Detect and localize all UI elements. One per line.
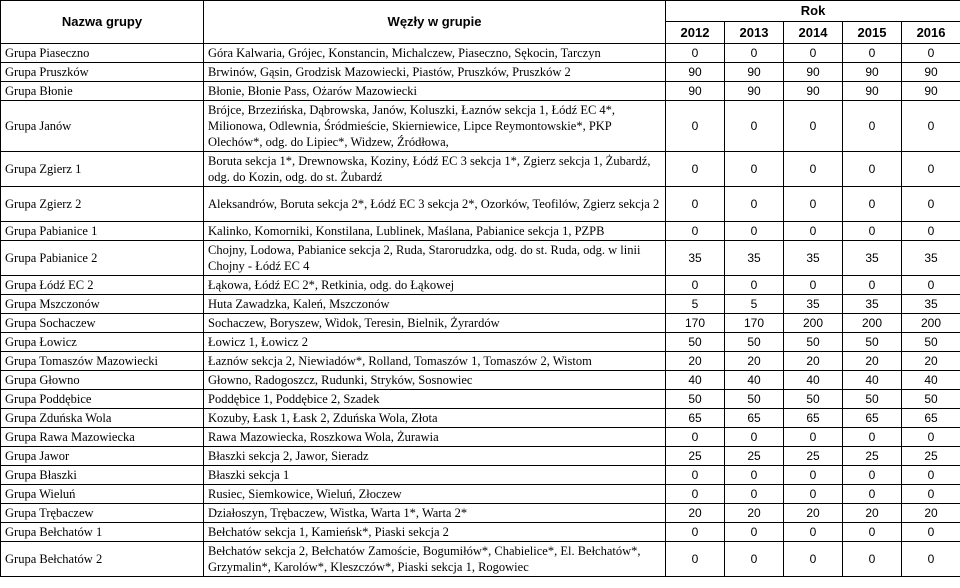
year-value-cell: 40	[666, 371, 725, 390]
group-name-cell: Grupa Pruszków	[1, 63, 204, 82]
year-value-cell: 0	[784, 276, 843, 295]
nodes-cell: Brójce, Brzezińska, Dąbrowska, Janów, Koluszki, Łaznów sekcja 1, Łódź EC 4*, Milionowa, Odlewnia, Śródmieście, Skierniewice, Lipce Reymontowskie*, PKP Olechów*, odg. do Lipiec*, Widzew, Źródłowa,	[204, 101, 666, 152]
group-name-cell: Grupa Błaszki	[1, 466, 204, 485]
nodes-cell: Góra Kalwaria, Grójec, Konstancin, Michalczew, Piaseczno, Sękocin, Tarczyn	[204, 44, 666, 63]
year-value-cell: 170	[725, 314, 784, 333]
year-value-cell: 0	[784, 428, 843, 447]
nodes-cell: Huta Zawadzka, Kaleń, Mszczonów	[204, 295, 666, 314]
year-value-cell: 90	[902, 63, 960, 82]
group-name-cell: Grupa Pabianice 1	[1, 222, 204, 241]
year-value-cell: 0	[784, 101, 843, 152]
year-value-cell: 0	[843, 187, 902, 222]
year-value-cell: 20	[725, 504, 784, 523]
year-value-cell: 50	[666, 333, 725, 352]
year-value-cell: 0	[666, 101, 725, 152]
year-value-cell: 0	[843, 485, 902, 504]
table-row	[1, 352, 960, 371]
table-header	[1, 1, 960, 44]
year-value-cell: 20	[725, 352, 784, 371]
table-body	[1, 44, 960, 577]
nodes-cell: Rawa Mazowiecka, Roszkowa Wola, Żurawia	[204, 428, 666, 447]
group-name-cell: Grupa Tomaszów Mazowiecki	[1, 352, 204, 371]
year-value-cell: 0	[843, 276, 902, 295]
year-value-cell: 0	[666, 485, 725, 504]
table-row	[1, 101, 960, 152]
year-2016-header: 2016	[902, 22, 960, 44]
nodes-cell: Głowno, Radogoszcz, Rudunki, Stryków, Sosnowiec	[204, 371, 666, 390]
year-value-cell: 0	[902, 222, 960, 241]
year-value-cell: 0	[784, 542, 843, 577]
table-row	[1, 409, 960, 428]
group-name-cell: Grupa Błonie	[1, 82, 204, 101]
nodes-cell: Kalinko, Komorniki, Konstilana, Lublinek, Maślana, Pabianice sekcja 1, PZPB	[204, 222, 666, 241]
year-value-cell: 0	[902, 542, 960, 577]
year-value-cell: 200	[902, 314, 960, 333]
year-value-cell: 90	[843, 82, 902, 101]
year-value-cell: 65	[725, 409, 784, 428]
nodes-cell: Chojny, Lodowa, Pabianice sekcja 2, Ruda, Starorudzka, odg. do st. Ruda, odg. w linii Chojny - Łódź EC 4	[204, 241, 666, 276]
table-row	[1, 447, 960, 466]
year-value-cell: 25	[725, 447, 784, 466]
year-value-cell: 0	[843, 152, 902, 187]
group-name-cell: Grupa Poddębice	[1, 390, 204, 409]
group-name-cell: Grupa Rawa Mazowiecka	[1, 428, 204, 447]
year-value-cell: 0	[784, 222, 843, 241]
year-value-cell: 5	[725, 295, 784, 314]
nodes-cell: Błaszki sekcja 2, Jawor, Sieradz	[204, 447, 666, 466]
year-value-cell: 0	[902, 485, 960, 504]
year-value-cell: 0	[784, 466, 843, 485]
year-value-cell: 0	[784, 523, 843, 542]
year-value-cell: 35	[902, 295, 960, 314]
year-value-cell: 25	[784, 447, 843, 466]
nodes-cell: Bełchatów sekcja 2, Bełchatów Zamoście, Bogumiłów*, Chabielice*, El. Bełchatów*, Grzymalin*, Karolów*, Kleszczów*, Piaski sekcja 1, Rogowiec	[204, 542, 666, 577]
year-value-cell: 20	[843, 504, 902, 523]
group-name-cell: Grupa Trębaczew	[1, 504, 204, 523]
group-name-cell: Grupa Jawor	[1, 447, 204, 466]
year-value-cell: 0	[843, 428, 902, 447]
nodes-cell: Łaznów sekcja 2, Niewiadów*, Rolland, Tomaszów 1, Tomaszów 2, Wistom	[204, 352, 666, 371]
table-row	[1, 523, 960, 542]
year-value-cell: 0	[725, 542, 784, 577]
year-value-cell: 0	[902, 523, 960, 542]
group-name-cell: Grupa Zduńska Wola	[1, 409, 204, 428]
nodes-cell: Błaszki sekcja 1	[204, 466, 666, 485]
year-value-cell: 20	[666, 352, 725, 371]
year-value-cell: 0	[902, 44, 960, 63]
year-value-cell: 0	[666, 222, 725, 241]
year-value-cell: 0	[725, 44, 784, 63]
year-value-cell: 0	[902, 466, 960, 485]
group-name-cell: Grupa Wieluń	[1, 485, 204, 504]
nodes-cell: Brwinów, Gąsin, Grodzisk Mazowiecki, Piastów, Pruszków, Pruszków 2	[204, 63, 666, 82]
year-value-cell: 0	[725, 523, 784, 542]
year-value-cell: 0	[784, 187, 843, 222]
year-value-cell: 90	[843, 63, 902, 82]
nodes-cell: Kozuby, Łask 1, Łask 2, Zduńska Wola, Złota	[204, 409, 666, 428]
nodes-cell: Łąkowa, Łódź EC 2*, Retkinia, odg. do Łąkowej	[204, 276, 666, 295]
year-value-cell: 50	[725, 390, 784, 409]
group-name-cell: Grupa Zgierz 1	[1, 152, 204, 187]
year-value-cell: 35	[784, 295, 843, 314]
year-value-cell: 20	[784, 352, 843, 371]
table-row	[1, 485, 960, 504]
year-value-cell: 25	[902, 447, 960, 466]
year-value-cell: 0	[666, 523, 725, 542]
nodes-header: Węzły w grupie	[204, 1, 666, 44]
year-value-cell: 50	[784, 390, 843, 409]
year-value-cell: 90	[784, 63, 843, 82]
group-name-cell: Grupa Łowicz	[1, 333, 204, 352]
year-value-cell: 90	[725, 63, 784, 82]
year-value-cell: 20	[902, 504, 960, 523]
year-value-cell: 65	[666, 409, 725, 428]
year-value-cell: 90	[902, 82, 960, 101]
year-value-cell: 20	[784, 504, 843, 523]
year-value-cell: 0	[725, 428, 784, 447]
year-value-cell: 0	[666, 187, 725, 222]
table-row	[1, 333, 960, 352]
year-value-cell: 35	[843, 295, 902, 314]
year-value-cell: 40	[725, 371, 784, 390]
table-row	[1, 63, 960, 82]
year-value-cell: 25	[843, 447, 902, 466]
year-value-cell: 0	[666, 152, 725, 187]
year-value-cell: 0	[784, 44, 843, 63]
year-value-cell: 0	[902, 187, 960, 222]
year-value-cell: 0	[902, 101, 960, 152]
year-value-cell: 40	[843, 371, 902, 390]
year-value-cell: 35	[725, 241, 784, 276]
year-value-cell: 90	[666, 82, 725, 101]
year-value-cell: 20	[843, 352, 902, 371]
year-value-cell: 0	[902, 428, 960, 447]
year-value-cell: 35	[843, 241, 902, 276]
year-value-cell: 0	[725, 485, 784, 504]
table-row	[1, 187, 960, 222]
group-name-cell: Grupa Bełchatów 2	[1, 542, 204, 577]
table-row	[1, 371, 960, 390]
year-value-cell: 65	[784, 409, 843, 428]
table-row	[1, 295, 960, 314]
year-value-cell: 25	[666, 447, 725, 466]
group-name-cell: Grupa Bełchatów 1	[1, 523, 204, 542]
year-value-cell: 0	[843, 44, 902, 63]
year-value-cell: 50	[666, 390, 725, 409]
nodes-cell: Łowicz 1, Łowicz 2	[204, 333, 666, 352]
year-value-cell: 40	[784, 371, 843, 390]
year-value-cell: 20	[666, 504, 725, 523]
year-value-cell: 0	[666, 542, 725, 577]
nodes-cell: Rusiec, Siemkowice, Wieluń, Złoczew	[204, 485, 666, 504]
year-value-cell: 0	[902, 276, 960, 295]
year-value-cell: 0	[666, 466, 725, 485]
year-value-cell: 35	[784, 241, 843, 276]
table-row	[1, 44, 960, 63]
table-row	[1, 82, 960, 101]
year-value-cell: 0	[784, 152, 843, 187]
year-value-cell: 0	[843, 542, 902, 577]
year-value-cell: 35	[666, 241, 725, 276]
group-name-cell: Grupa Janów	[1, 101, 204, 152]
nodes-cell: Błonie, Błonie Pass, Ożarów Mazowiecki	[204, 82, 666, 101]
table-row	[1, 504, 960, 523]
year-value-cell: 50	[725, 333, 784, 352]
year-value-cell: 90	[725, 82, 784, 101]
group-name-cell: Grupa Pabianice 2	[1, 241, 204, 276]
group-name-cell: Grupa Piaseczno	[1, 44, 204, 63]
year-value-cell: 0	[843, 101, 902, 152]
nodes-cell: Działoszyn, Trębaczew, Wistka, Warta 1*, Warta 2*	[204, 504, 666, 523]
table-row	[1, 152, 960, 187]
nodes-cell: Bełchatów sekcja 1, Kamieńsk*, Piaski sekcja 2	[204, 523, 666, 542]
year-2012-header: 2012	[666, 22, 725, 44]
nodes-cell: Poddębice 1, Poddębice 2, Szadek	[204, 390, 666, 409]
year-value-cell: 0	[843, 466, 902, 485]
table-row	[1, 314, 960, 333]
year-2014-header: 2014	[784, 22, 843, 44]
year-value-cell: 50	[902, 390, 960, 409]
year-value-cell: 0	[725, 187, 784, 222]
table-row	[1, 542, 960, 577]
table-row	[1, 466, 960, 485]
year-value-cell: 0	[725, 101, 784, 152]
group-name-header: Nazwa grupy	[1, 1, 204, 44]
group-name-cell: Grupa Zgierz 2	[1, 187, 204, 222]
year-value-cell: 40	[902, 371, 960, 390]
nodes-cell: Sochaczew, Boryszew, Widok, Teresin, Bielnik, Żyrardów	[204, 314, 666, 333]
year-value-cell: 0	[902, 152, 960, 187]
year-value-cell: 200	[784, 314, 843, 333]
year-value-cell: 0	[725, 222, 784, 241]
year-2013-header: 2013	[725, 22, 784, 44]
year-value-cell: 0	[843, 222, 902, 241]
table-row	[1, 390, 960, 409]
year-value-cell: 0	[666, 276, 725, 295]
group-name-cell: Grupa Sochaczew	[1, 314, 204, 333]
year-value-cell: 50	[902, 333, 960, 352]
year-value-cell: 0	[725, 276, 784, 295]
year-value-cell: 170	[666, 314, 725, 333]
year-2015-header: 2015	[843, 22, 902, 44]
table-row	[1, 428, 960, 447]
year-value-cell: 0	[725, 466, 784, 485]
group-name-cell: Grupa Mszczonów	[1, 295, 204, 314]
year-value-cell: 0	[666, 44, 725, 63]
year-value-cell: 50	[784, 333, 843, 352]
year-value-cell: 35	[902, 241, 960, 276]
table-row	[1, 222, 960, 241]
year-value-cell: 90	[784, 82, 843, 101]
year-value-cell: 0	[666, 428, 725, 447]
nodes-cell: Boruta sekcja 1*, Drewnowska, Koziny, Łódź EC 3 sekcja 1*, Zgierz sekcja 1, Żubardź, odg. do Kozin, odg. do st. Żubardź	[204, 152, 666, 187]
year-value-cell: 0	[725, 152, 784, 187]
year-value-cell: 65	[902, 409, 960, 428]
year-value-cell: 50	[843, 333, 902, 352]
year-value-cell: 90	[666, 63, 725, 82]
year-value-cell: 0	[784, 485, 843, 504]
year-value-cell: 5	[666, 295, 725, 314]
group-name-cell: Grupa Łódź EC 2	[1, 276, 204, 295]
year-value-cell: 20	[902, 352, 960, 371]
table-row	[1, 241, 960, 276]
year-header: Rok	[666, 1, 960, 22]
group-name-cell: Grupa Głowno	[1, 371, 204, 390]
nodes-cell: Aleksandrów, Boruta sekcja 2*, Łódź EC 3 sekcja 2*, Ozorków, Teofilów, Zgierz sekcja 2	[204, 187, 666, 222]
table-row	[1, 276, 960, 295]
year-value-cell: 200	[843, 314, 902, 333]
year-value-cell: 0	[843, 523, 902, 542]
year-value-cell: 50	[843, 390, 902, 409]
year-value-cell: 65	[843, 409, 902, 428]
